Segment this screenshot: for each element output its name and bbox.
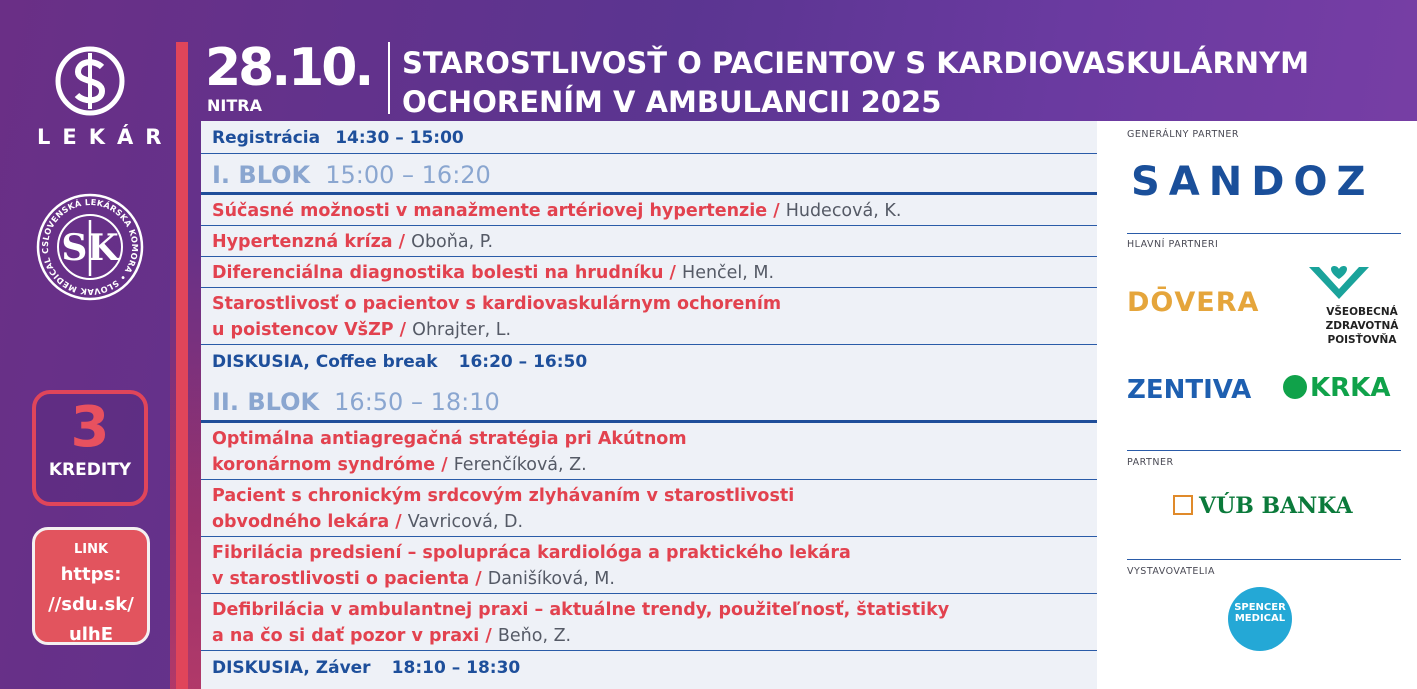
talk-speaker: Danišíková, M. <box>487 569 615 589</box>
credits-label: KREDITY <box>48 460 132 480</box>
talk-title-line2: u poistencov VšZP <box>212 320 394 340</box>
partners-divider <box>1127 233 1401 234</box>
talk-title-line1: Pacient s chronickým srdcovým zlyhávaním v starostlivosti <box>212 486 795 506</box>
general-partner-label: GENERÁLNY PARTNER <box>1127 129 1239 140</box>
link-url-line1: https: <box>60 564 122 585</box>
lekar-wordmark: LEKÁR <box>37 125 174 149</box>
block1-time: 15:00 – 16:20 <box>325 161 491 189</box>
krka-wordmark: KRKA <box>1310 373 1391 403</box>
talk-speaker: Henčel, M. <box>682 263 775 283</box>
credits-badge <box>32 390 148 506</box>
talk-row: Defibrilácia v ambulantnej praxi – aktuálne trendy, použiteľnosť, štatistiky a na čo si dať pozor v praxi / Beňo, Z. <box>201 595 1097 651</box>
block1-header <box>201 157 1097 195</box>
partners-panel <box>1097 121 1417 689</box>
block2-header <box>201 381 1097 423</box>
break-row <box>201 347 1097 377</box>
block2-label: II. BLOK <box>212 388 320 416</box>
partners-divider <box>1127 450 1401 451</box>
link-title: LINK <box>73 542 109 557</box>
talk-title-line2: a na čo si dať pozor v praxi <box>212 626 480 646</box>
event-title-line1: STAROSTLIVOSŤ O PACIENTOV S KARDIOVASKULÁRNYM <box>402 46 1309 80</box>
krka-logo <box>1283 373 1390 403</box>
vub-wordmark: VÚB BANKA <box>1199 493 1353 519</box>
zentiva-logo: ZENTIVA <box>1127 375 1252 405</box>
exhibitors-label: VYSTAVOVATELIA <box>1127 566 1215 577</box>
registration-time: 14:30 – 15:00 <box>335 128 464 148</box>
talk-title-line1: Starostlivosť o pacientov s kardiovaskulárnym ochorením <box>212 294 782 314</box>
talk-title: Diferenciálna diagnostika bolesti na hrudníku <box>212 263 664 283</box>
talk-speaker: Ferenčíková, Z. <box>453 455 587 475</box>
block1-label: I. BLOK <box>212 161 311 189</box>
link-url-line2: //sdu.sk/ <box>48 594 134 615</box>
header-divider <box>388 42 390 114</box>
closing-row <box>201 653 1097 683</box>
talk-title-line2: koronárnom syndróme <box>212 455 436 475</box>
spencer-medical-logo <box>1228 587 1292 651</box>
vszp-line2: ZDRAVOTNÁ <box>1325 320 1399 332</box>
partners-divider <box>1127 559 1401 560</box>
talk-title-line2: v starostlivosti o pacienta <box>212 569 470 589</box>
registration-row <box>201 125 1097 154</box>
lekar-logo-icon <box>54 45 126 117</box>
seal-initials: SK <box>61 227 119 269</box>
talk-row: Optimálna antiagregačná stratégia pri Akútnom koronárnom syndróme / Ferenčíková, Z. <box>201 424 1097 480</box>
talk-title: Súčasné možnosti v manažmente artériovej hypertenzie <box>212 201 768 221</box>
event-title-line2: OCHORENÍM V AMBULANCII 2025 <box>402 85 942 119</box>
closing-label: DISKUSIA, Záver <box>212 658 371 678</box>
talk-row: Hypertenzná kríza / Oboňa, P. <box>201 227 1097 257</box>
vub-logo <box>1173 493 1353 519</box>
talk-speaker: Vavricová, D. <box>407 512 524 532</box>
talk-title: Hypertenzná kríza <box>212 232 393 252</box>
seal-icon <box>35 192 145 302</box>
sandoz-logo: SANDOZ <box>1131 159 1375 205</box>
main-partners-label: HLAVNÍ PARTNERI <box>1127 239 1219 250</box>
event-city: NITRA <box>207 96 262 115</box>
spencer-line2: MEDICAL <box>1234 613 1286 624</box>
break-label: DISKUSIA, Coffee break <box>212 352 438 372</box>
break-time: 16:20 – 16:50 <box>458 352 588 372</box>
credits-number: 3 <box>70 395 110 460</box>
chamber-seal <box>35 192 145 302</box>
talk-row: Fibrilácia predsiení – spolupráca kardiológa a praktického lekára v starostlivosti o pacienta / Danišíková, M. <box>201 538 1097 594</box>
talk-title-line1: Defibrilácia v ambulantnej praxi – aktuálne trendy, použiteľnosť, štatistiky <box>212 600 950 620</box>
talk-speaker: Ohrajter, L. <box>412 320 512 340</box>
talk-speaker: Beňo, Z. <box>497 626 572 646</box>
talk-title-line2: obvodného lekára <box>212 512 390 532</box>
talk-row: Starostlivosť o pacientov s kardiovaskulárnym ochorením u poistencov VšZP / Ohrajter, L. <box>201 289 1097 345</box>
talk-title-line1: Optimálna antiagregačná stratégia pri Akútnom <box>212 429 687 449</box>
seal-text: SLOVENSKÁ LEKÁRSKA KOMORA • SLOVAK MEDICAL C <box>39 196 141 298</box>
talk-row: Pacient s chronickým srdcovým zlyhávaním v starostlivosti obvodného lekára / Vavricová, D. <box>201 481 1097 537</box>
vszp-line1: VŠEOBECNÁ <box>1326 306 1398 318</box>
program-panel <box>201 121 1097 689</box>
talk-row: Diferenciálna diagnostika bolesti na hrudníku / Henčel, M. <box>201 258 1097 288</box>
registration-link[interactable] <box>32 527 150 645</box>
link-url-line3: ulhE <box>68 624 114 645</box>
partner-label: PARTNER <box>1127 457 1174 468</box>
spencer-line1: SPENCER <box>1234 602 1286 613</box>
krka-mark-icon <box>1283 375 1307 399</box>
vszp-logo <box>1297 305 1417 347</box>
vub-mark-icon <box>1173 495 1193 515</box>
event-title <box>402 44 1402 122</box>
closing-time: 18:10 – 18:30 <box>391 658 521 678</box>
block2-time: 16:50 – 18:10 <box>334 388 500 416</box>
talk-speaker: Hudecová, K. <box>785 201 902 221</box>
lekar-logo <box>25 45 174 149</box>
talk-title-line1: Fibrilácia predsiení – spolupráca kardiológa a praktického lekára <box>212 543 851 563</box>
vszp-logo-icon <box>1307 263 1371 303</box>
talk-row: Súčasné možnosti v manažmente artériovej hypertenzie / Hudecová, K. <box>201 196 1097 226</box>
dovera-logo: DŌVERA <box>1127 287 1260 318</box>
accent-bar <box>176 42 188 689</box>
event-date: 28.10. <box>205 38 372 98</box>
registration-label: Registrácia <box>212 128 321 148</box>
talk-speaker: Oboňa, P. <box>411 232 494 252</box>
vszp-line3: POISŤOVŇA <box>1327 334 1397 346</box>
